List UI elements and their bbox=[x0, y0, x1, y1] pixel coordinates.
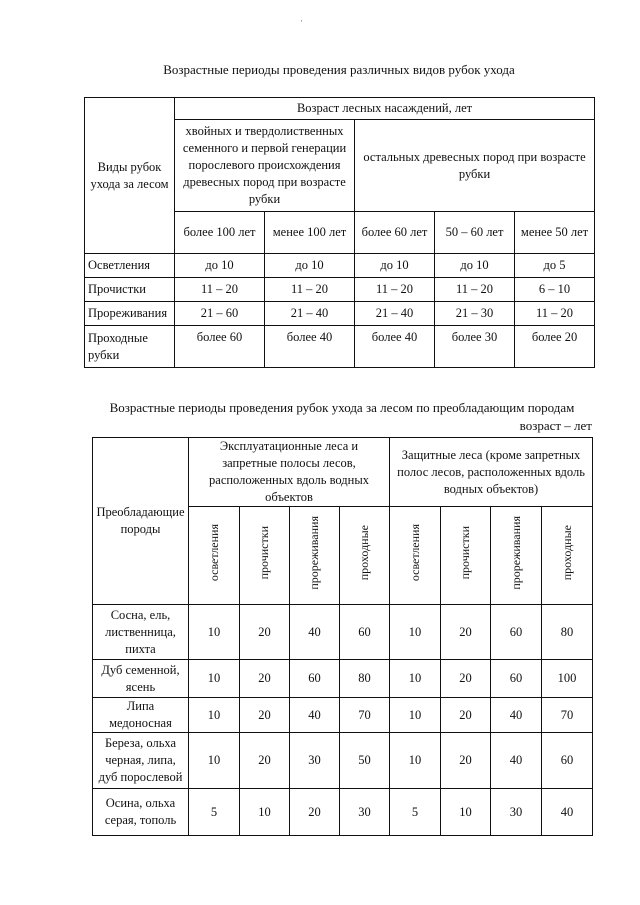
cell: до 10 bbox=[435, 254, 515, 278]
table2-subheader: осветления bbox=[206, 524, 221, 582]
table1-subheader: более 60 лет bbox=[355, 212, 435, 254]
cell: более 40 bbox=[355, 326, 435, 368]
cell: 60 bbox=[340, 605, 390, 660]
table-row bbox=[85, 254, 595, 278]
table1-subheader: менее 50 лет bbox=[515, 212, 595, 254]
cell: 80 bbox=[340, 660, 390, 698]
cell: 20 bbox=[240, 660, 290, 698]
cell: 11 – 20 bbox=[265, 278, 355, 302]
table2-subheader: осветления bbox=[407, 524, 422, 582]
table2-title: Возрастные периоды проведения рубок ухода за лесом по преобладающим породам bbox=[109, 400, 575, 415]
table-row bbox=[93, 698, 593, 733]
page-mark: · bbox=[300, 16, 303, 26]
table2-group2-header: Защитные леса (кроме запретных полос лесов, расположенных вдоль водных объектов) bbox=[390, 438, 593, 507]
cell: 6 – 10 bbox=[515, 278, 595, 302]
table2-subheader: проходные bbox=[357, 525, 371, 581]
cell: 10 bbox=[390, 605, 441, 660]
cell: 60 bbox=[290, 660, 340, 698]
table1 bbox=[84, 97, 595, 368]
cell: 10 bbox=[189, 733, 240, 789]
cell: 70 bbox=[542, 698, 593, 733]
cell: более 20 bbox=[515, 326, 595, 368]
table1-subheader: более 100 лет bbox=[175, 212, 265, 254]
table-row bbox=[93, 605, 593, 660]
cell: 10 bbox=[390, 733, 441, 789]
cell: 5 bbox=[390, 789, 441, 836]
cell: 20 bbox=[441, 698, 491, 733]
table1-group2-header: остальных древесных пород при возрасте рубки bbox=[355, 120, 595, 212]
cell: 40 bbox=[542, 789, 593, 836]
cell: 11 – 20 bbox=[515, 302, 595, 326]
cell: 60 bbox=[491, 660, 542, 698]
row-label: Осветления bbox=[85, 254, 175, 278]
cell: 80 bbox=[542, 605, 593, 660]
cell: 10 bbox=[189, 660, 240, 698]
row-label: Дуб семенной, ясень bbox=[93, 660, 189, 698]
cell: более 60 bbox=[175, 326, 265, 368]
cell: 70 bbox=[340, 698, 390, 733]
cell: 60 bbox=[542, 733, 593, 789]
table2-subheader: проходные bbox=[559, 525, 574, 581]
cell: 11 – 20 bbox=[355, 278, 435, 302]
table2-subheader: прочистки bbox=[257, 526, 271, 580]
cell: 11 – 20 bbox=[175, 278, 265, 302]
table2-row-header: Преобладающие породы bbox=[93, 438, 189, 605]
table1-age-header: Возраст лесных насаждений, лет bbox=[175, 98, 595, 120]
cell: 40 bbox=[491, 733, 542, 789]
cell: 10 bbox=[390, 698, 441, 733]
cell: 30 bbox=[491, 789, 542, 836]
table2-subheader: прочистки bbox=[458, 526, 473, 580]
cell: 50 bbox=[340, 733, 390, 789]
cell: до 10 bbox=[355, 254, 435, 278]
cell: 20 bbox=[441, 660, 491, 698]
cell: 20 bbox=[441, 605, 491, 660]
cell: до 5 bbox=[515, 254, 595, 278]
table1-title: Возрастные периоды проведения различных видов рубок ухода bbox=[163, 62, 515, 77]
table-row bbox=[85, 278, 595, 302]
cell: более 30 bbox=[435, 326, 515, 368]
table1-row-header: Виды рубок ухода за лесом bbox=[85, 98, 175, 254]
cell: 20 bbox=[240, 698, 290, 733]
row-label: Осина, ольха серая, тополь bbox=[93, 789, 189, 836]
table2-unit: возраст – лет bbox=[519, 418, 592, 433]
table-row bbox=[93, 789, 593, 836]
cell: 20 bbox=[290, 789, 340, 836]
table1-subheader: 50 – 60 лет bbox=[435, 212, 515, 254]
cell: 5 bbox=[189, 789, 240, 836]
cell: 30 bbox=[340, 789, 390, 836]
table2-group1-header: Эксплуатационные леса и запретные полосы лесов, расположенных вдоль водных объектов bbox=[189, 438, 390, 507]
cell: 10 bbox=[240, 789, 290, 836]
cell: 10 bbox=[189, 605, 240, 660]
row-label: Береза, ольха черная, липа, дуб порослевой bbox=[93, 733, 189, 789]
cell: 40 bbox=[491, 698, 542, 733]
row-label: Липа медоносная bbox=[93, 698, 189, 733]
table1-group1-header: хвойных и твердолиственных семенного и первой генерации порослевого происхождения древесных пород при возрасте рубки bbox=[175, 120, 355, 212]
cell: 21 – 40 bbox=[265, 302, 355, 326]
table-row bbox=[85, 326, 595, 368]
row-label: Проходные рубки bbox=[85, 326, 175, 368]
cell: до 10 bbox=[175, 254, 265, 278]
cell: 10 bbox=[189, 698, 240, 733]
row-label: Сосна, ель, лиственница, пихта bbox=[93, 605, 189, 660]
cell: 10 bbox=[441, 789, 491, 836]
cell: 40 bbox=[290, 698, 340, 733]
cell: до 10 bbox=[265, 254, 355, 278]
row-label: Прореживания bbox=[85, 302, 175, 326]
table-row bbox=[85, 302, 595, 326]
cell: 60 bbox=[491, 605, 542, 660]
table-row bbox=[93, 660, 593, 698]
cell: 40 bbox=[290, 605, 340, 660]
cell: 100 bbox=[542, 660, 593, 698]
table2-subheader: прореживания bbox=[307, 516, 321, 590]
cell: 20 bbox=[240, 733, 290, 789]
cell: 11 – 20 bbox=[435, 278, 515, 302]
cell: более 40 bbox=[265, 326, 355, 368]
cell: 20 bbox=[441, 733, 491, 789]
table-row bbox=[93, 733, 593, 789]
table2 bbox=[92, 437, 593, 836]
cell: 21 – 60 bbox=[175, 302, 265, 326]
cell: 21 – 30 bbox=[435, 302, 515, 326]
table1-subheader: менее 100 лет bbox=[265, 212, 355, 254]
cell: 20 bbox=[240, 605, 290, 660]
table2-subheader: прореживания bbox=[508, 516, 523, 590]
cell: 21 – 40 bbox=[355, 302, 435, 326]
row-label: Прочистки bbox=[85, 278, 175, 302]
cell: 10 bbox=[390, 660, 441, 698]
cell: 30 bbox=[290, 733, 340, 789]
